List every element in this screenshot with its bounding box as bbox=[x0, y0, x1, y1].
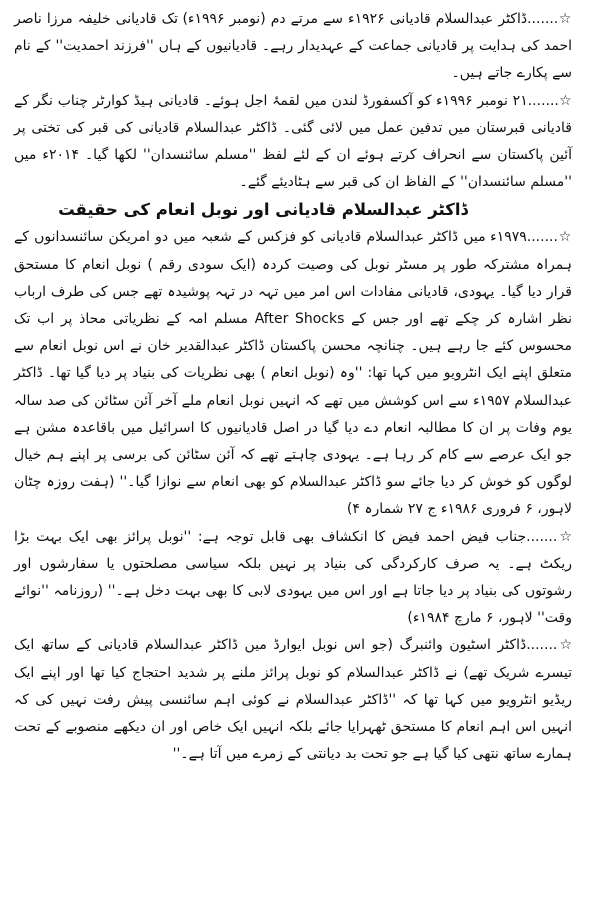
paragraph-nobel-1979: ☆.......۱۹۷۹ء میں ڈاکٹر عبدالسلام قادیانی کو فزکس کے شعبہ میں دو امریکن سائنسدانوں کے ہمراہ مشترکہ طور پر مسٹر نوبل کی وصیت کردہ (ایک سودی رقم ) نوبل انعام کا مستحق قرار دیا گیا۔ یہودی، قادیانی مفادات اس امر میں تہہ در تہہ پوشیدہ تھے جس کی طرف ارباب نظر اشارہ کر چکے تھے اور جس کے After Shocks مسلم امہ کے نظریاتی محاذ پر اب تک محسوس کئے جا رہے ہیں۔ چنانچہ محسن پاکستان ڈاکٹر عبدالقدیر خان نے اس نوبل انعام سے متعلق اپنے ایک انٹرویو میں کہا تھا: ''وہ (نوبل انعام ) بھی نظریات کی بنیاد پر دیا گیا تھا۔ ڈاکٹر عبدالسلام ۱۹۵۷ء سے اس کوشش میں تھے کہ انہیں نوبل انعام ملے آخر آئن سٹائن کی صد سالہ یوم وفات پر ان کا مطالبہ انعام دے دیا گیا در اصل قادیانیوں کا اسرائیل میں باقاعدہ مشن ہے جو ایک عرصے سے کام کر رہا ہے۔ یہودی چاہتے تھے کہ آئن سٹائن کی برسی پر اپنے ہم خیال لوگوں کو خوش کر دیا جائے سو ڈاکٹر عبدالسلام کو بھی انعام سے نوازا گیا۔'' (ہفت روزہ چٹان لاہور، ۶ فروری ۱۹۸۶ء ج ۲۷ شمارہ ۴) bbox=[14, 229, 573, 518]
paragraph-faiz-disclosure: ☆.......جناب فیض احمد فیض کا انکشاف بھی قابل توجہ ہے: ''نوبل پرائز بھی ایک بہت بڑا ریکٹ ہے۔ یہ صرف کارکردگی کی بنیاد پر نہیں بلکہ سیاسی مصلحتوں یا سفارشوں اور رشوتوں کی بنیاد پر دیا جاتا ہے اور اس میں یہودی لابی کا بھی بہت دخل ہے۔'' (روزنامہ ''نوائے وقت'' لاہور، ۶ مارچ ۱۹۸۴ء) bbox=[14, 528, 572, 627]
paragraph-weinberg-protest: ☆.......ڈاکٹر اسٹیون وائنبرگ (جو اس نوبل ایوارڈ میں ڈاکٹر عبدالسلام قادیانی کے ساتھ ایک تیسرے شریک تھے) نے ڈاکٹر عبدالسلام کو نوبل پرائز ملنے پر شدید احتجاج کیا تھا اور اپنے ایک ریڈیو انٹرویو میں کہا تھا کہ ''ڈاکٹر عبدالسلام نے کوئی اہم سائنسی پیش رفت نہیں کی کہ انہیں اس اہم انعام کا مستحق ٹھہرایا جائے بلکہ انہیں ایک خاص اور ان دیکھے منصوبے کے تحت ہمارے ساتھ نتھی کیا گیا ہے جو تحت بد دیانتی کے زمرے میں آتا ہے۔'' bbox=[14, 637, 572, 763]
paragraph-qadiani-office: ☆.......ڈاکٹر عبدالسلام قادیانی ۱۹۲۶ء سے مرتے دم (نومبر ۱۹۹۶ء) تک قادیانی خلیفہ مرزا ناصر احمد کی ہدایت پر قادیانی جماعت کے عہدیدار رہے۔ قادیانیوں کے ہاں ''فرزند احمدیت'' کے نام سے پکارے جاتے ہیں۔ bbox=[14, 11, 572, 82]
paragraph-death-burial: ☆.......۲۱ نومبر ۱۹۹۶ء کو آکسفورڈ لندن میں لقمۂ اجل ہوئے۔ قادیانی ہیڈ کوارٹر چناب نگر کے قادیانی قبرستان میں تدفین عمل میں لائی گئی۔ ڈاکٹر عبدالسلام قادیانی کی قبر کی تختی پر آئین پاکستان سے انحراف کرتے ہوئے ان کے لئے لفظ ''مسلم سائنسدان'' لکھا گیا۔ ۲۰۱۴ء میں ''مسلم سائنسدان'' کے الفاظ ان کی قبر سے ہٹادیئے گئے۔ bbox=[14, 92, 573, 191]
section-heading-nobel-reality: ڈاکٹر عبدالسلام قادیانی اور نوبل انعام کی حقیقت bbox=[58, 200, 468, 220]
